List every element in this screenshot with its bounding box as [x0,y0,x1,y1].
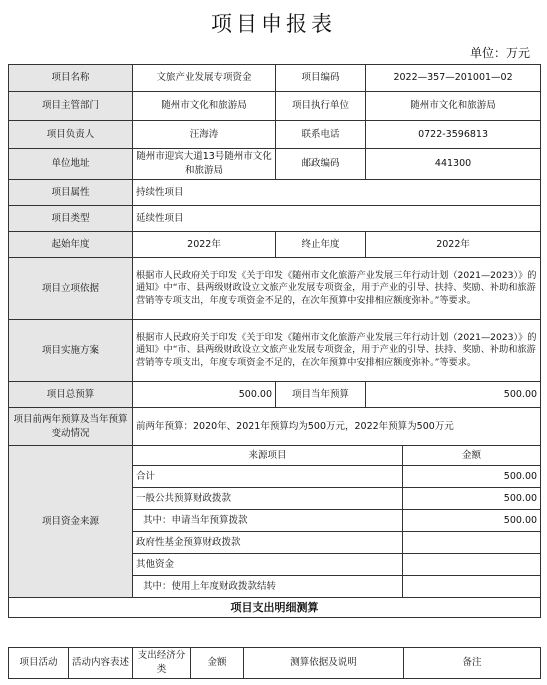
dept-label: 项目主管部门 [9,92,133,121]
fund-item-amount: 500.00 [403,510,541,532]
exec-value: 随州市文化和旅游局 [366,92,541,121]
year-budget-value: 500.00 [366,382,541,408]
type-value: 延续性项目 [133,206,541,232]
plan-value: 根据市人民政府关于印发《关于印发《随州市文化旅游产业发展三年行动计划（2021—2023）》的通知》中“市、县两级财政设立文旅产业发展专项资金，用于产业的引导、扶持、奖励、补助和旅游营销等专项支出，年度专项资金不足的，在次年预算中安排相应额度弥补。”等要求。 [133,320,541,382]
fund-item-label: 一般公共预算财政拨款 [133,488,403,510]
fund-item-label: 其中：申请当年预算拨款 [133,510,403,532]
type-label: 项目类型 [9,206,133,232]
detail-header-cell: 金额 [191,648,244,679]
project-form-table [8,64,541,618]
detail-header-cell: 支出经济分类 [133,648,191,679]
zip-value: 441300 [366,149,541,180]
end-value: 2022年 [366,232,541,258]
detail-section-title: 项目支出明细测算 [9,598,541,618]
fund-item-amount: 500.00 [403,466,541,488]
attr-value: 持续性项目 [133,180,541,206]
detail-header-table [8,647,541,679]
total-label: 项目总预算 [9,382,133,408]
dept-value: 随州市文化和旅游局 [133,92,276,121]
addr-value: 随州市迎宾大道13号随州市文化和旅游局 [133,149,276,180]
fund-item-label: 合计 [133,466,403,488]
change-label: 项目前两年预算及当年预算变动情况 [9,408,133,446]
name-value: 文旅产业发展专项资金 [133,65,276,92]
total-value: 500.00 [133,382,276,408]
year-budget-label: 项目当年预算 [276,382,366,408]
page-title: 项目申报表 [211,12,336,36]
attr-label: 项目属性 [9,180,133,206]
start-value: 2022年 [133,232,276,258]
basis-value: 根据市人民政府关于印发《关于印发《随州市文化旅游产业发展三年行动计划（2021—2023）》的通知》中“市、县两级财政设立文旅产业发展专项资金，用于产业的引导、扶持、奖励、补助和旅游营销等专项支出，年度专项资金不足的，在次年预算中安排相应额度弥补。”等要求。 [133,258,541,320]
exec-label: 项目执行单位 [276,92,366,121]
change-value: 前两年预算：2020年、2021年预算均为500万元，2022年预算为500万元 [133,408,541,446]
fund-item-amount [403,554,541,576]
basis-label: 项目立项依据 [9,258,133,320]
fund-item-amount [403,532,541,554]
fund-item-label: 政府性基金预算财政拨款 [133,532,403,554]
detail-header-cell: 活动内容表述 [69,648,133,679]
fund-header-amount: 金额 [403,446,541,466]
end-label: 终止年度 [276,232,366,258]
unit-label: 单位：万元 [469,46,530,60]
fund-item-amount: 500.00 [403,488,541,510]
leader-label: 项目负责人 [9,121,133,149]
plan-label: 项目实施方案 [9,320,133,382]
fund-header-source: 来源项目 [133,446,403,466]
phone-label: 联系电话 [276,121,366,149]
name-label: 项目名称 [9,65,133,92]
code-value: 2022—357—201001—02 [366,65,541,92]
zip-label: 邮政编码 [276,149,366,180]
fund-item-label: 其他资金 [133,554,403,576]
detail-header-cell: 测算依据及说明 [244,648,404,679]
phone-value: 0722-3596813 [366,121,541,149]
leader-value: 汪海涛 [133,121,276,149]
detail-header-cell: 项目活动 [9,648,69,679]
fund-source-label: 项目资金来源 [9,446,133,598]
fund-item-amount [403,576,541,598]
start-label: 起始年度 [9,232,133,258]
detail-header-cell: 备注 [404,648,541,679]
fund-item-label: 其中：使用上年度财政拨款结转 [133,576,403,598]
addr-label: 单位地址 [9,149,133,180]
code-label: 项目编码 [276,65,366,92]
